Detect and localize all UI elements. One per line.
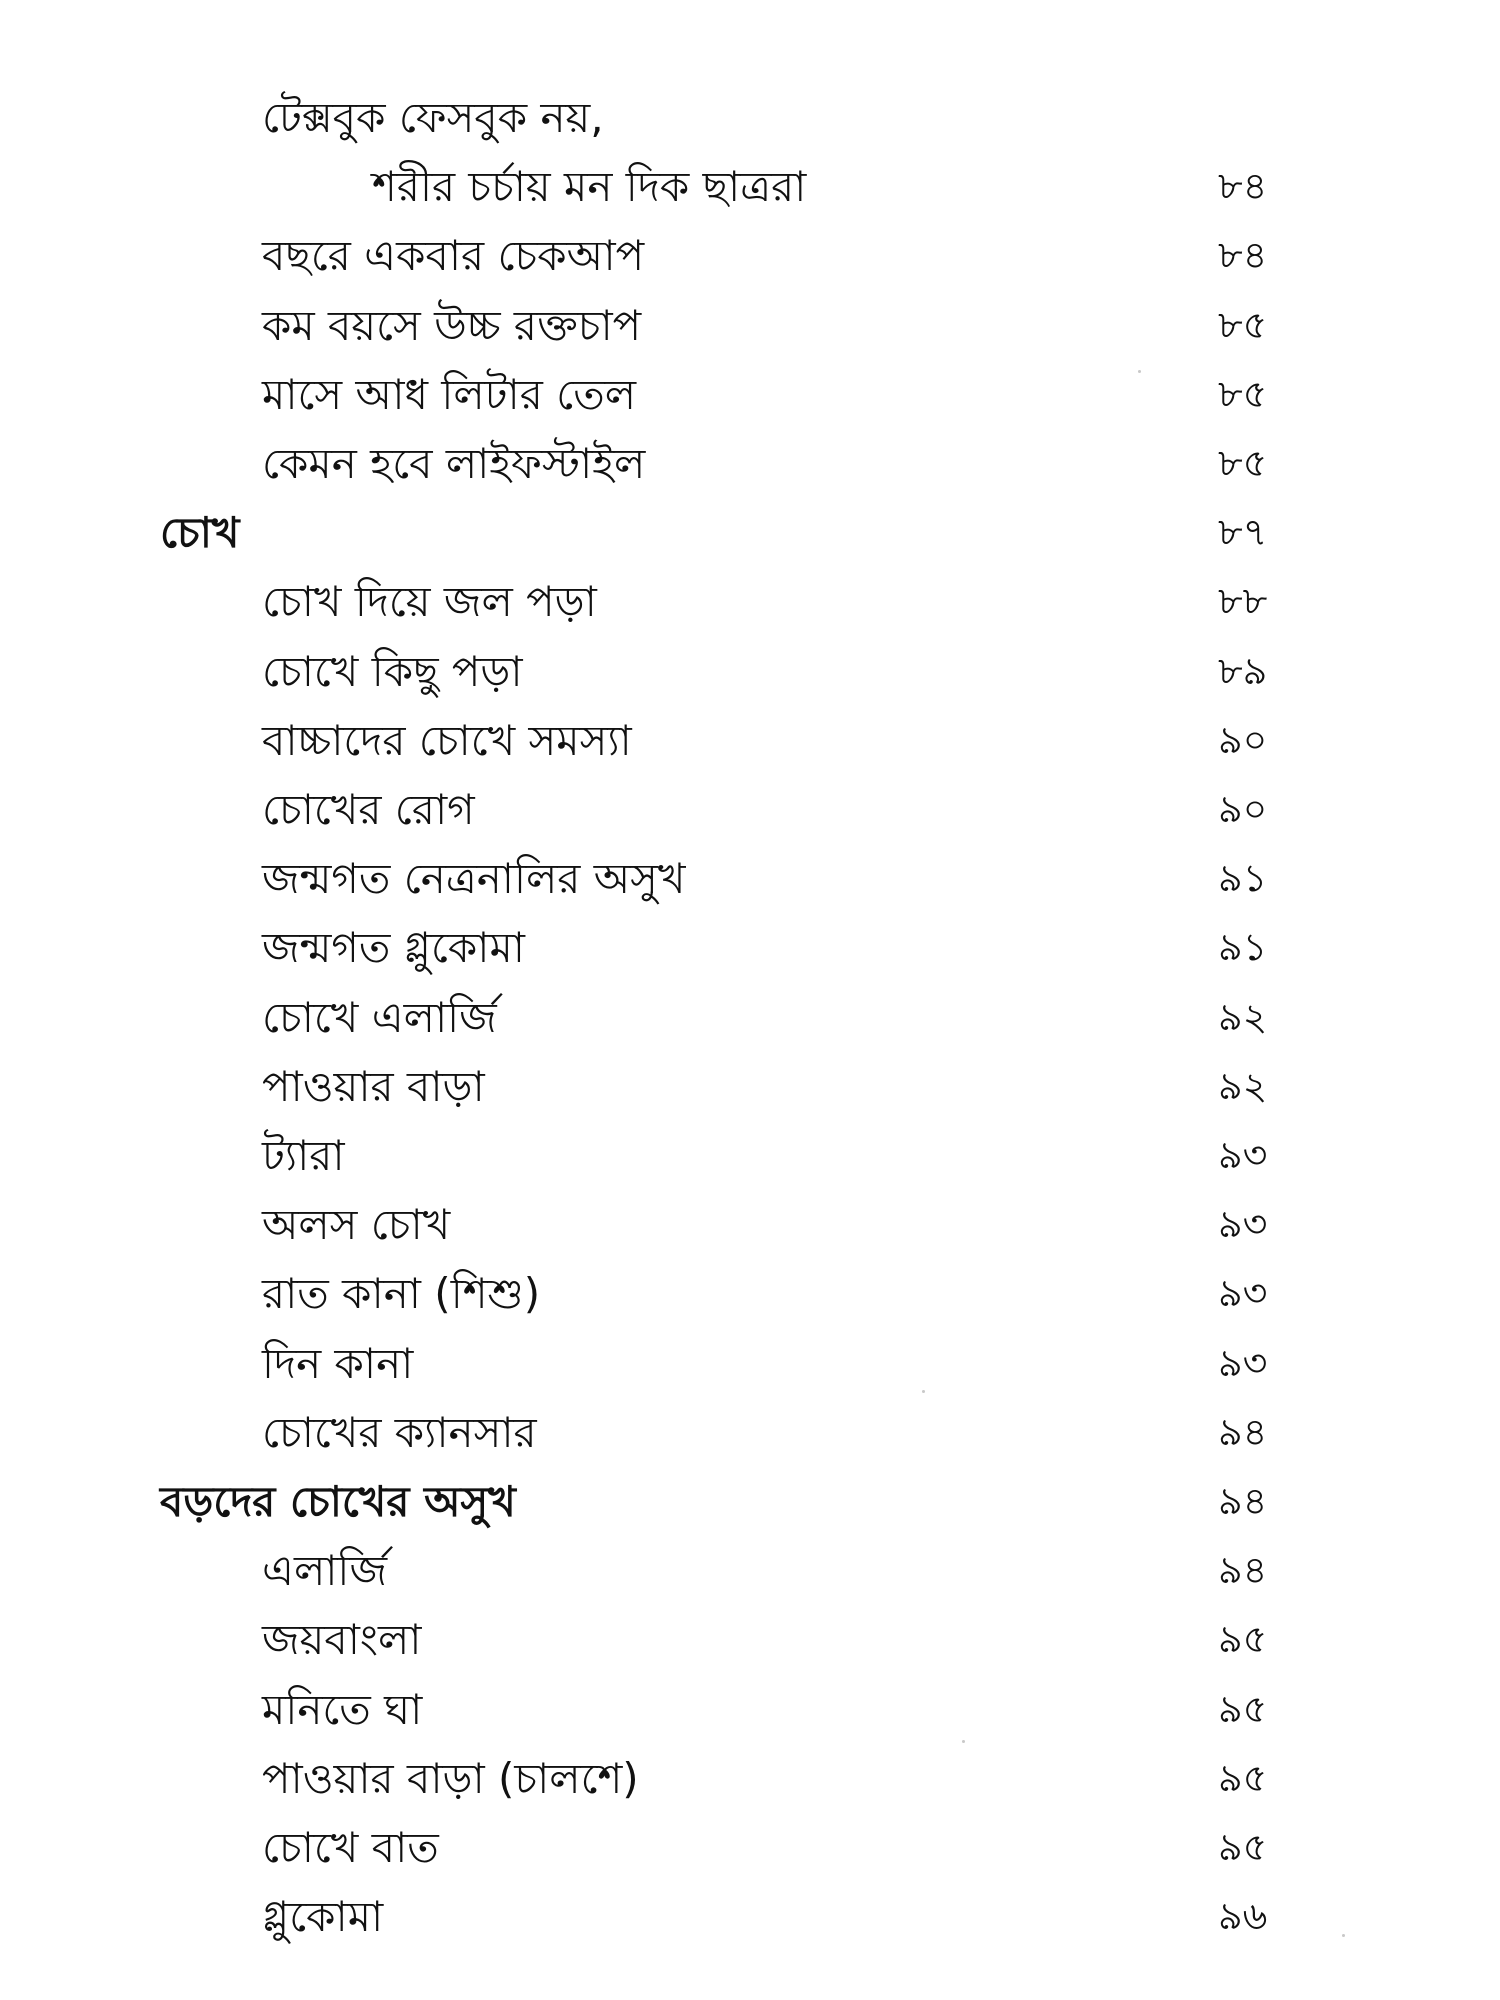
toc-entry [0, 1190, 1500, 1259]
page-number: ৮৯ [1218, 648, 1268, 693]
page-number: ৯৫ [1218, 1617, 1268, 1662]
entry-title: অলস চোখ [262, 1200, 451, 1250]
entry-title: কম বয়সে উচ্চ রক্তচাপ [262, 300, 642, 350]
page-number: ৯২ [1218, 1063, 1268, 1108]
entry-title: বছরে একবার চেকআপ [262, 231, 645, 281]
entry-title: পাওয়ার বাড়া [262, 1061, 485, 1111]
page-number: ৯১ [1218, 925, 1268, 970]
toc-section-heading [0, 1467, 1500, 1536]
page-number: ৮৫ [1218, 441, 1268, 485]
toc-entry [0, 291, 1500, 360]
paper-speck [1342, 1934, 1345, 1937]
page-number: ৮৮ [1218, 579, 1268, 624]
page-number: ৯১ [1218, 856, 1268, 901]
entry-title: জন্মগত নেত্রনালির অসুখ [262, 854, 686, 904]
paper-speck [962, 1740, 965, 1743]
page-number: ৮৪ [1218, 164, 1268, 209]
page-number: ৯৩ [1218, 1202, 1268, 1247]
toc-section-heading [0, 498, 1500, 567]
entry-title: চোখে এলার্জি [262, 992, 497, 1042]
entry-title: রাত কানা (শিশু) [262, 1269, 541, 1319]
page-number: ৯৫ [1218, 1755, 1268, 1800]
paper-speck [1138, 370, 1141, 373]
toc-entry [0, 913, 1500, 982]
toc-entry [0, 637, 1500, 706]
entry-title: ট্যারা [262, 1131, 345, 1180]
entry-title: এলার্জি [262, 1546, 388, 1596]
entry-title: চোখ দিয়ে জল পড়া [262, 577, 597, 627]
entry-title: চোখে বাত [262, 1823, 439, 1872]
toc-entry [0, 1675, 1500, 1744]
page-number: ৯৬ [1218, 1894, 1268, 1939]
toc-entry [0, 1536, 1500, 1605]
page-number: ৯৩ [1218, 1340, 1268, 1385]
toc-entry [0, 567, 1500, 636]
page-number: ৮৫ [1218, 371, 1268, 416]
entry-title: গ্লুকোমা [262, 1892, 384, 1942]
entry-title: মাসে আধ লিটার তেল [262, 369, 637, 419]
page-number: ৮৫ [1218, 302, 1268, 347]
toc-entry [0, 1605, 1500, 1674]
page-number: ৯৩ [1218, 1133, 1268, 1177]
toc-entry [0, 775, 1500, 844]
entry-title: চোখের রোগ [262, 785, 475, 834]
page-number: ৯৫ [1218, 1686, 1268, 1731]
entry-title: দিন কানা [262, 1338, 414, 1388]
toc-entry [0, 152, 1500, 221]
page-number: ৯৪ [1218, 1409, 1268, 1454]
toc-entry [0, 1329, 1500, 1398]
page-number: ৯৪ [1218, 1548, 1268, 1593]
page-number: ৯৫ [1218, 1825, 1268, 1869]
toc-entry [0, 983, 1500, 1052]
entry-title: পাওয়ার বাড়া (চালশে) [262, 1753, 639, 1803]
toc-entry [0, 83, 1500, 152]
entry-title: বাচ্চাদের চোখে সমস্যা [262, 715, 632, 765]
toc-entry [0, 360, 1500, 429]
toc-entry [0, 1813, 1500, 1882]
entry-title: চোখে কিছু পড়া [262, 646, 523, 696]
page-number: ৮৪ [1218, 233, 1268, 278]
entry-title: চোখের ক্যানসার [262, 1407, 537, 1457]
toc-entry [0, 844, 1500, 913]
toc-entry [0, 1052, 1500, 1121]
entry-title: জন্মগত গ্লুকোমা [262, 923, 525, 973]
section-title: চোখ [160, 508, 240, 558]
toc-entry [0, 1882, 1500, 1951]
toc-entry [0, 1259, 1500, 1328]
entry-title: জয়বাংলা [262, 1615, 422, 1665]
page-number: ৯০ [1218, 717, 1268, 762]
entry-title: মনিতে ঘা [262, 1684, 423, 1734]
page-number: ৯২ [1218, 994, 1268, 1039]
page-number: ৯৪ [1218, 1479, 1268, 1523]
paper-speck [922, 1390, 925, 1393]
page-number: ৯০ [1218, 787, 1268, 831]
page-number: ৮৭ [1218, 510, 1268, 555]
toc-entry [0, 1744, 1500, 1813]
page-number: ৯৩ [1218, 1271, 1268, 1316]
toc-entry [0, 429, 1500, 498]
section-title: বড়দের চোখের অসুখ [160, 1477, 516, 1526]
toc-entry [0, 706, 1500, 775]
entry-title: শরীর চর্চায় মন দিক ছাত্ররা [372, 162, 807, 212]
entry-title: কেমন হবে লাইফস্টাইল [262, 439, 646, 488]
toc-entry [0, 221, 1500, 290]
toc-entry [0, 1121, 1500, 1190]
toc-entry [0, 1398, 1500, 1467]
entry-title: টেক্সবুক ফেসবুক নয়, [262, 93, 604, 142]
